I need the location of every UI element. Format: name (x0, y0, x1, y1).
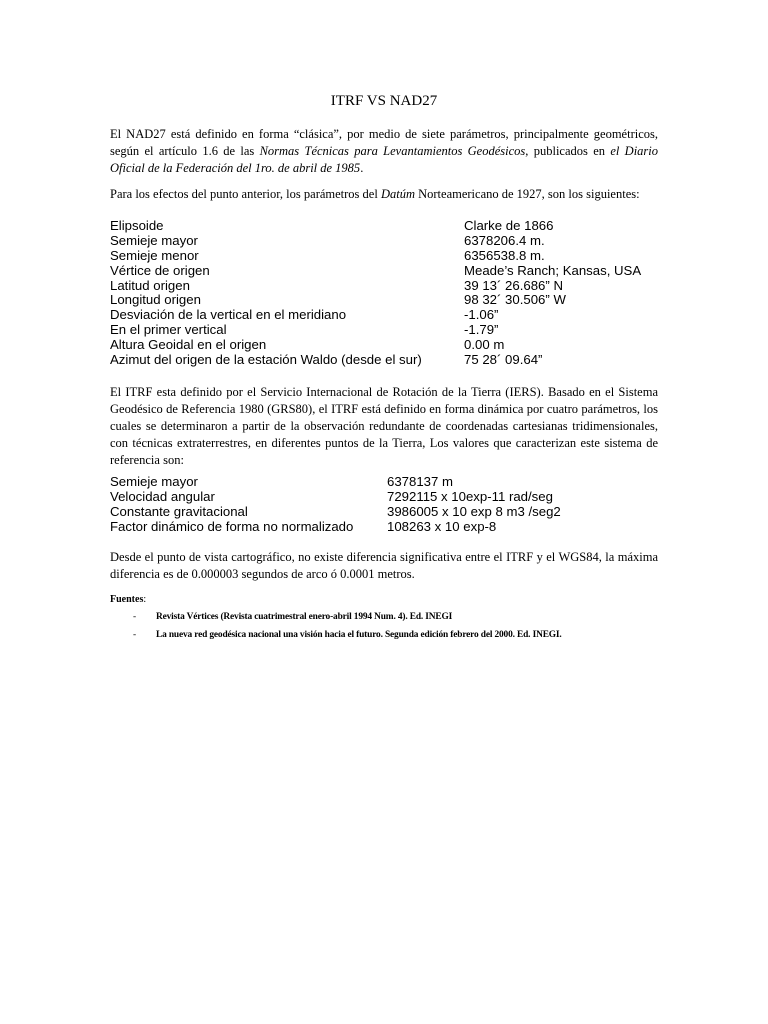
diario-oficial-italic: el Diario Oficial de la Federación del 1ro. de abril de 1985 (110, 144, 659, 175)
paragraph-text: Para los efectos del punto anterior, los parámetros del (110, 187, 381, 201)
param-value: -1.79” (464, 322, 499, 338)
param-label: Latitud origen (110, 277, 190, 293)
param-label: Semieje mayor (110, 474, 198, 489)
datum-italic: Datúm (380, 187, 415, 201)
param-value: 6378206.4 m. (464, 232, 545, 248)
paragraph-itrf-definition: El ITRF esta definido por el Servicio Internacional de Rotación de la Tierra (IERS). Basado en el Sistema Geodésico de Referencia 1980 (GRS80), el ITRF está definido en forma dinámica por cuatro parámetros, los cuales se determinaron a partir de la observación redundante de coordenadas cartesianas tridimensionales, con técnicas extraterrestres, en diferentes puntos de la Tierra, Los valores que caracterizan este sistema de referencia son: (110, 385, 658, 467)
param-value: Meade’s Ranch; Kansas, USA (464, 262, 642, 278)
param-label: Azimut del origen de la estación Waldo (desde el sur) (110, 352, 422, 368)
param-label: Elipsoide (110, 218, 164, 233)
param-label: En el primer vertical (110, 322, 227, 338)
param-label: Longitud origen (110, 292, 201, 308)
source-text: La nueva red geodésica nacional una visión hacia el futuro. Segunda edición febrero del 2000. Ed. INEGI. (156, 630, 562, 640)
param-label: Altura Geoidal en el origen (110, 337, 267, 353)
param-value: 98 32´ 30.506” W (464, 292, 566, 308)
param-label: Constante gravitacional (110, 503, 248, 519)
paragraph-text: . (360, 161, 364, 175)
param-label: Factor dinámico de forma no normalizado (110, 518, 354, 534)
paragraph-text: Norteamericano de 1927, son los siguientes: (414, 187, 640, 201)
paragraph-cartographic-difference: Desde el punto de vista cartográfico, no existe diferencia significativa entre el ITRF y el WGS84, la máxima diferencia es de 0.000003 segundos de arco ó 0.0001 metros. (110, 550, 658, 581)
param-value: Clarke de 1866 (464, 218, 554, 233)
param-value: 108263 x 10 exp-8 (387, 518, 497, 534)
sources-heading-colon: : (143, 594, 147, 605)
list-item (110, 610, 670, 628)
bullet-dash: - (133, 612, 137, 622)
param-value: 3986005 x 10 exp 8 m3 /seg2 (387, 503, 561, 519)
param-value: 0.00 m (464, 337, 505, 353)
param-label: Semieje menor (110, 247, 199, 263)
bullet-dash: - (133, 630, 137, 640)
sources-heading-text: Fuentes (110, 594, 144, 605)
source-text: Revista Vértices (Revista cuatrimestral enero-abril 1994 Num. 4). Ed. INEGI (156, 612, 453, 622)
paragraph-parameters-intro (110, 186, 658, 203)
paragraph-text: , publicados en (525, 144, 611, 158)
param-value: 75 28´ 09.64” (464, 352, 543, 368)
param-value: 6378137 m (387, 474, 453, 489)
param-value: 7292115 x 10exp-11 rad/seg (387, 488, 553, 504)
param-value: -1.06” (464, 307, 499, 323)
list-item (110, 628, 670, 646)
paragraph-nad27-definition (110, 126, 658, 177)
param-label: Vértice de origen (110, 262, 210, 278)
normas-tecnicas-italic: Normas Técnicas para Levantamientos Geodésicos (259, 144, 526, 158)
param-value: 39 13´ 26.686” N (464, 277, 563, 293)
param-label: Desviación de la vertical en el meridiano (110, 307, 347, 323)
param-label: Velocidad angular (110, 488, 215, 504)
page-title: ITRF VS NAD27 (330, 93, 438, 109)
param-label: Semieje mayor (110, 232, 198, 248)
paragraph-text: El NAD27 está definido en forma “clásica”, por medio de siete parámetros, principalmente geométricos, según el artículo 1.6 de las (110, 127, 658, 158)
param-value: 6356538.8 m. (464, 247, 545, 263)
sources-heading (110, 594, 146, 606)
sources-list (110, 610, 670, 646)
